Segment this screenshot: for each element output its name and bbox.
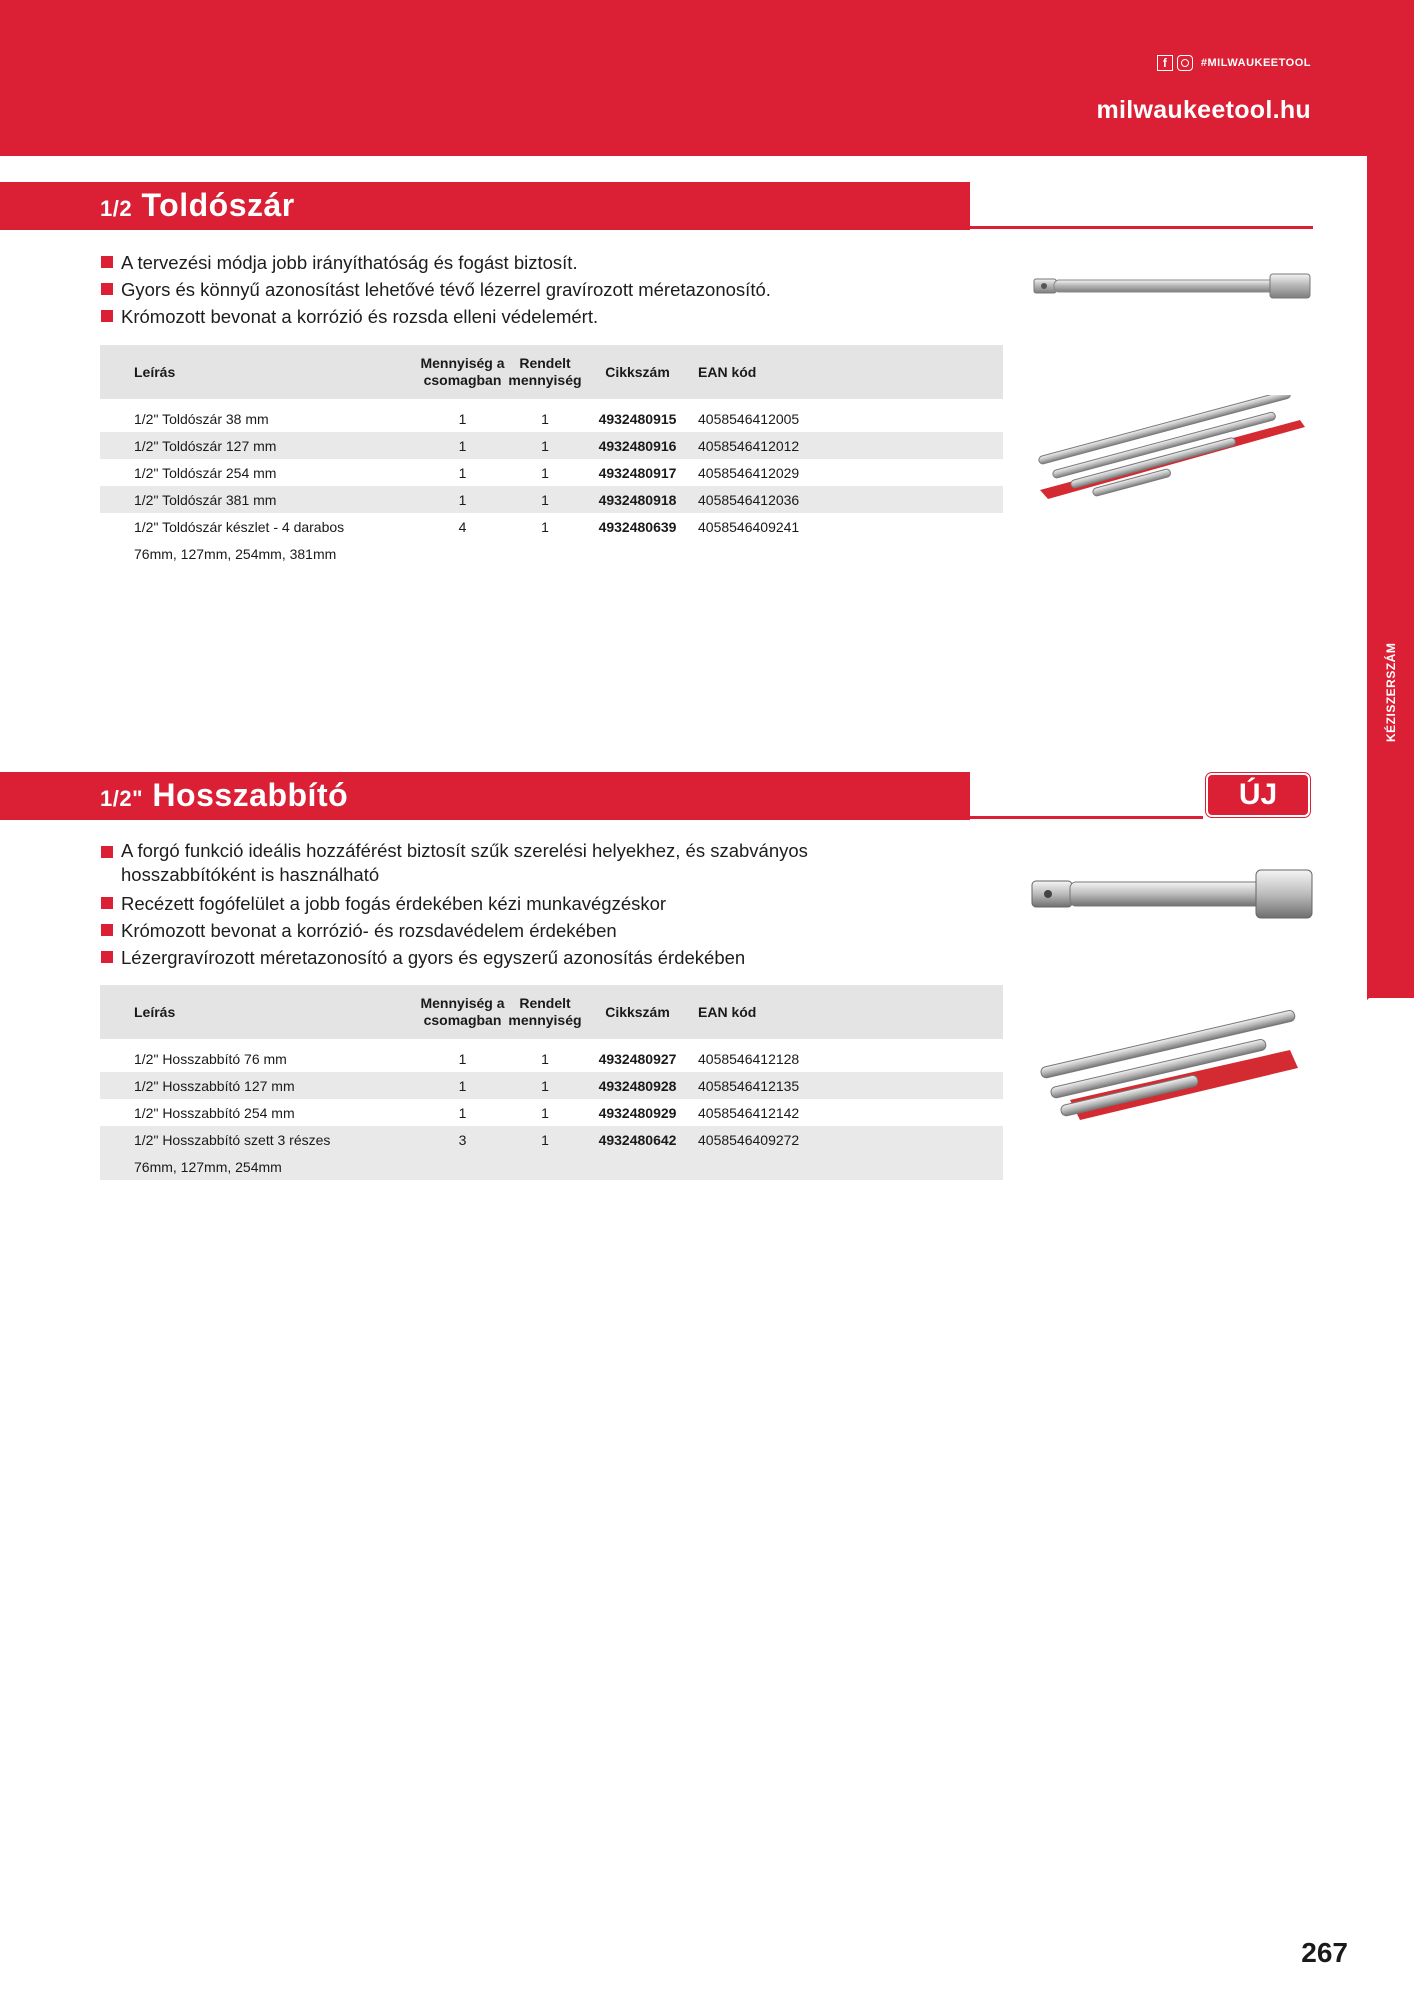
page-number: 267: [1301, 1937, 1348, 1968]
cell-description: 1/2" Toldószár 254 mm: [134, 464, 277, 481]
table-row: [100, 1099, 1003, 1126]
feature-item: A forgó funkció ideális hozzáférést biztosít szűk szerelési helyekhez, és szabványos hosszabbítóként is használható: [100, 839, 880, 890]
cell-description: 1/2" Hosszabbító szett 3 részes: [100, 1126, 420, 1153]
title-text: Toldószár: [141, 187, 295, 223]
cell-order-qty: 1: [541, 410, 549, 427]
cell-note: 76mm, 127mm, 254mm, 381mm: [134, 545, 337, 562]
cell-ean: 4058546412029: [698, 464, 800, 481]
cell-ean: 4058546412036: [690, 486, 1003, 513]
table-row: [100, 459, 1003, 486]
cell-sku: 4932480929: [598, 1104, 677, 1121]
cell-description: 1/2" Hosszabbító 254 mm: [134, 1104, 295, 1121]
title-text: Hosszabbító: [152, 777, 349, 813]
social-links: [1157, 55, 1311, 71]
cell-sku: 4932480639: [598, 518, 677, 535]
cell-pack-qty: 1: [458, 1104, 467, 1121]
cell-pack-qty: 1: [420, 1072, 505, 1099]
facebook-icon[interactable]: f: [1157, 55, 1173, 71]
cell-order-qty: 1: [541, 464, 549, 481]
cell-pack-qty: 4: [458, 518, 467, 535]
feature-item: Lézergravírozott méretazonosító a gyors és egyszerű azonosítás érdekében: [100, 944, 880, 971]
header-band: [0, 0, 1414, 156]
cell-sku: 4932480927: [598, 1050, 677, 1067]
col-header-order-qty: Rendelt mennyiség: [505, 985, 585, 1039]
section-title-rule: [970, 226, 1313, 229]
col-header-description: Leírás: [100, 985, 420, 1039]
spec-table: [100, 345, 1003, 567]
cell-description: 1/2" Toldószár 381 mm: [100, 486, 420, 513]
table-row: [100, 1045, 1003, 1072]
cell-description: 1/2" Hosszabbító 76 mm: [134, 1050, 287, 1067]
cell-ean: 4058546409272: [690, 1126, 1003, 1153]
cell-order-qty: 1: [505, 1126, 585, 1153]
cell-pack-qty: 3: [420, 1126, 505, 1153]
hashtag: #MILWAUKEETOOL: [1200, 57, 1311, 69]
col-header-pack-qty: Mennyiség a csomagban: [420, 345, 505, 399]
cell-sku: 4932480915: [598, 410, 677, 427]
cell-description: 1/2" Toldószár 38 mm: [134, 410, 269, 427]
cell-pack-qty: 1: [458, 410, 467, 427]
side-tab-corner: [1366, 955, 1414, 1000]
cell-ean: 4058546412128: [698, 1050, 800, 1067]
title-fraction: 1/2": [100, 786, 144, 811]
extension-bar-image: [1030, 268, 1315, 304]
section-title: [100, 777, 348, 814]
section-title: [100, 187, 295, 224]
cell-description: 1/2" Hosszabbító 127 mm: [100, 1072, 420, 1099]
instagram-icon[interactable]: [1177, 55, 1193, 71]
cell-ean: 4058546412142: [698, 1104, 800, 1121]
swivel-extension-image: [1030, 866, 1315, 922]
col-header-sku: Cikkszám: [585, 345, 690, 399]
cell-pack-qty: 1: [420, 432, 505, 459]
cell-sku: 4932480918: [585, 486, 690, 513]
table-note-row: [100, 540, 1003, 567]
cell-note: 76mm, 127mm, 254mm: [100, 1153, 1003, 1180]
swivel-extension-set-image: [1030, 1010, 1315, 1125]
table-row: [100, 1126, 1003, 1153]
col-header-order-qty: Rendelt mennyiség: [505, 345, 585, 399]
cell-sku: 4932480642: [585, 1126, 690, 1153]
cell-order-qty: 1: [505, 432, 585, 459]
col-header-pack-qty: Mennyiség a csomagban: [420, 985, 505, 1039]
feature-item: Gyors és könnyű azonosítást lehetővé tévő lézerrel gravírozott méretazonosító.: [100, 276, 860, 303]
cell-order-qty: 1: [541, 1050, 549, 1067]
cell-order-qty: 1: [505, 486, 585, 513]
cell-pack-qty: 1: [458, 1050, 467, 1067]
col-header-sku: Cikkszám: [585, 985, 690, 1039]
table-row: [100, 405, 1003, 432]
title-fraction: 1/2: [100, 196, 133, 221]
section-title-rule: [970, 816, 1203, 819]
side-tab-label: KÉZISZERSZÁM: [1384, 642, 1398, 742]
side-tab: [1367, 156, 1414, 998]
feature-item: Krómozott bevonat a korrózió- és rozsdavédelem érdekében: [100, 917, 880, 944]
cell-sku: 4932480928: [585, 1072, 690, 1099]
new-badge: ÚJ: [1206, 773, 1310, 817]
table-row: [100, 1072, 1003, 1099]
table-row: [100, 432, 1003, 459]
table-row: [100, 513, 1003, 540]
feature-item: Krómozott bevonat a korrózió és rozsda elleni védelemért.: [100, 303, 860, 330]
feature-item: Recézett fogófelület a jobb fogás érdekében kézi munkavégzéskor: [100, 890, 880, 917]
cell-sku: 4932480917: [598, 464, 677, 481]
cell-sku: 4932480916: [585, 432, 690, 459]
feature-item: A tervezési módja jobb irányíthatóság és fogást biztosít.: [100, 249, 860, 276]
cell-ean: 4058546412135: [690, 1072, 1003, 1099]
feature-list: [100, 839, 880, 971]
col-header-ean: EAN kód: [690, 345, 1003, 399]
col-header-description: Leírás: [100, 345, 420, 399]
cell-pack-qty: 1: [458, 464, 467, 481]
extension-set-image: [1030, 395, 1315, 505]
cell-ean: 4058546412005: [698, 410, 800, 427]
site-url[interactable]: milwaukeetool.hu: [1096, 96, 1311, 124]
cell-order-qty: 1: [505, 1072, 585, 1099]
cell-ean: 4058546409241: [698, 518, 800, 535]
cell-description: 1/2" Toldószár készlet - 4 darabos: [134, 518, 345, 535]
table-note-row: [100, 1153, 1003, 1180]
cell-order-qty: 1: [541, 518, 549, 535]
cell-pack-qty: 1: [420, 486, 505, 513]
cell-description: 1/2" Toldószár 127 mm: [100, 432, 420, 459]
table-row: [100, 486, 1003, 513]
cell-order-qty: 1: [541, 1104, 549, 1121]
cell-ean: 4058546412012: [690, 432, 1003, 459]
spec-table: [100, 985, 1003, 1180]
feature-list: [100, 249, 860, 330]
col-header-ean: EAN kód: [690, 985, 1003, 1039]
